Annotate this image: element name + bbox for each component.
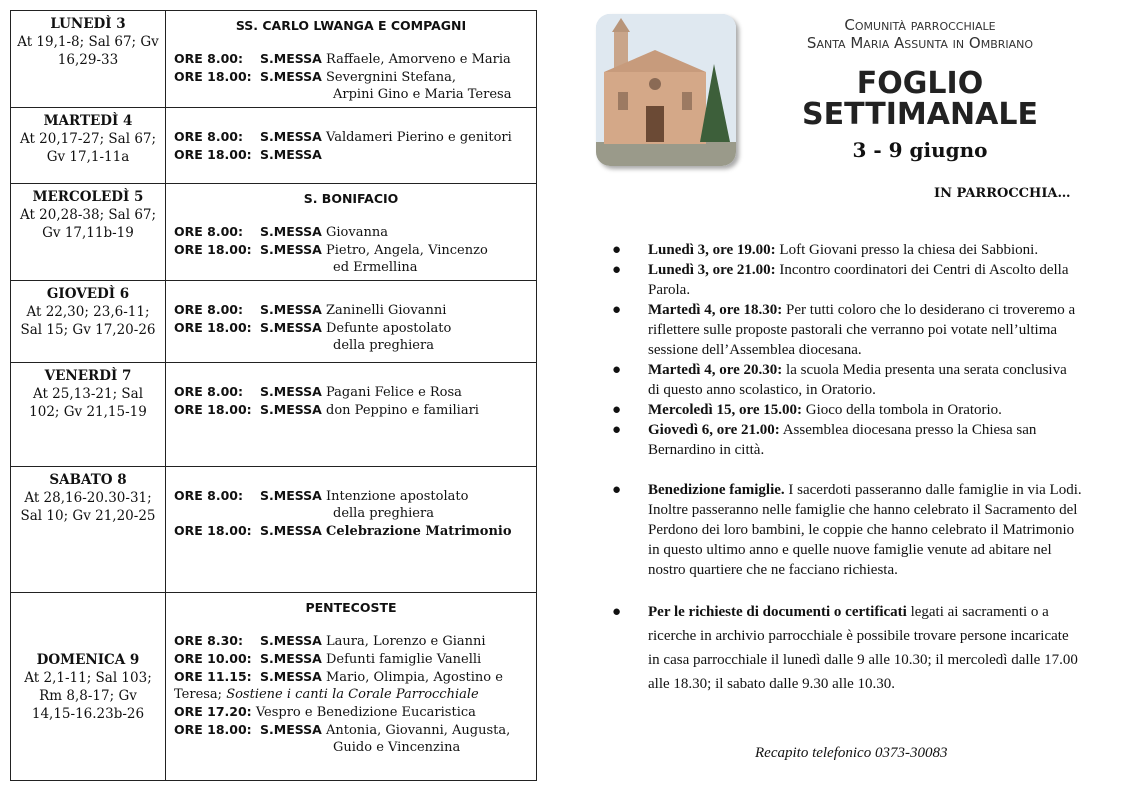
announcement-heading: Mercoledì 15, ore 15.00:: [648, 402, 802, 418]
church-image: [596, 14, 736, 166]
mass-intention: Defunte apostolato: [326, 321, 452, 336]
bullet-icon: ●: [612, 242, 622, 258]
announcement-heading: Lunedì 3, ore 21.00:: [648, 262, 776, 278]
mass-line: [174, 319, 528, 337]
announcement-text: Per tutti coloro che lo desiderano ci troveremo a riflettere sulle proposte pastorali che verranno poi votate nell’ultima sessione dell’Assemblea diocesana.: [648, 302, 1076, 358]
mass-intention: Intenzione apostolato: [326, 489, 469, 504]
announcement-item: [612, 400, 1082, 420]
mass-time: ORE 18.00:: [174, 242, 252, 257]
mass-label: S.MESSA: [260, 523, 322, 538]
feast-name: SS. CARLO LWANGA E COMPAGNI: [235, 18, 467, 33]
announcement-heading: Martedì 4, ore 20.30:: [648, 362, 783, 378]
mass-intention: Raffaele, Amorveno e Maria: [326, 52, 511, 67]
mass-time: ORE 17.20:: [174, 704, 252, 719]
mass-line: [174, 632, 528, 650]
parish-name: Comunità parrocchiale Santa Maria Assunta in Ombriano: [806, 16, 1034, 52]
phone-contact: Recapito telefonico 0373-30083: [755, 745, 948, 761]
mass-line: [174, 668, 528, 686]
bullet-icon: ●: [612, 302, 622, 318]
mass-time: ORE 8.00:: [174, 129, 243, 144]
mass-time: ORE 8.00:: [174, 302, 243, 317]
mass-label: S.MESSA: [260, 384, 322, 399]
announcement-item: [612, 600, 1082, 696]
mass-line: [174, 301, 528, 319]
mass-time: ORE 11.15:: [174, 669, 252, 684]
bullet-icon: ●: [612, 362, 622, 378]
mass-intention: Giovanna: [326, 225, 388, 240]
section-heading: IN PARROCCHIA…: [934, 186, 1071, 201]
bulletin-title: FOGLIO SETTIMANALE: [802, 66, 1038, 132]
mass-continuation: Arpini Gino e Maria Teresa: [333, 87, 512, 102]
day-readings: At 22,30; 23,6-11; Sal 15; Gv 17,20-26: [20, 304, 156, 338]
mass-label: S.MESSA: [260, 129, 322, 144]
masses-cell: [166, 184, 537, 281]
mass-line: [174, 487, 528, 505]
announcement-heading: Lunedì 3, ore 19.00:: [648, 242, 776, 258]
mass-time: ORE 10.00:: [174, 651, 252, 666]
announcement-text: Assemblea diocesana presso la Chiesa san Bernardino in città.: [648, 422, 1037, 458]
announcement-heading: Benedizione famiglie.: [648, 482, 785, 498]
day-name: SABATO 8: [49, 472, 127, 488]
announcement-text: Loft Giovani presso la chiesa dei Sabbioni.: [775, 242, 1039, 258]
mass-intention: Vespro e Benedizione Eucaristica: [255, 705, 476, 720]
masses-cell: [166, 467, 537, 593]
bullet-icon: ●: [612, 604, 622, 620]
mass-schedule-table: [10, 10, 537, 781]
announcement-item: [612, 300, 1082, 360]
mass-intention: Antonia, Giovanni, Augusta,: [326, 723, 511, 738]
day-row: [11, 11, 537, 108]
mass-line: [174, 146, 528, 164]
mass-time: ORE 18.00:: [174, 320, 252, 335]
mass-wrap: [174, 686, 528, 703]
masses-cell: [166, 108, 537, 184]
day-name: MARTEDÌ 4: [43, 113, 133, 129]
mass-time: ORE 18.00:: [174, 722, 252, 737]
mass-time: ORE 8.00:: [174, 51, 243, 66]
mass-time: ORE 18.00:: [174, 523, 252, 538]
mass-line: [174, 401, 528, 419]
mass-intention: Mario, Olimpia, Agostino e: [326, 670, 503, 685]
day-cell: [11, 363, 166, 467]
mass-line: [174, 128, 528, 146]
day-cell: [11, 467, 166, 593]
mass-label: S.MESSA: [260, 302, 322, 317]
mass-line: [174, 223, 528, 241]
announcement-heading: Martedì 4, ore 18.30:: [648, 302, 783, 318]
day-readings: At 19,1-8; Sal 67; Gv 16,29-33: [17, 34, 159, 68]
mass-label: S.MESSA: [260, 633, 322, 648]
day-name: GIOVEDÌ 6: [46, 286, 130, 302]
bullet-icon: ●: [612, 482, 622, 498]
bullet-icon: ●: [612, 422, 622, 438]
mass-intention: Zaninelli Giovanni: [326, 303, 447, 318]
mass-label: S.MESSA: [260, 651, 322, 666]
mass-label: S.MESSA: [260, 224, 322, 239]
day-readings: At 20,17-27; Sal 67; Gv 17,1-11a: [19, 131, 157, 165]
announcements: [612, 240, 1082, 696]
mass-line: [174, 703, 528, 721]
feast-name: S. BONIFACIO: [303, 191, 399, 206]
mass-continuation: ed Ermellina: [333, 260, 418, 275]
mass-line: [174, 68, 528, 86]
day-cell: [11, 108, 166, 184]
mass-label: S.MESSA: [260, 51, 322, 66]
masses-cell: [166, 281, 537, 363]
mass-intention: Pagani Felice e Rosa: [326, 385, 462, 400]
mass-label: S.MESSA: [260, 722, 322, 737]
announcement-item: [612, 260, 1082, 300]
mass-continuation: della preghiera: [333, 506, 434, 521]
bullet-icon: ●: [612, 402, 622, 418]
mass-time: ORE 8.30:: [174, 633, 243, 648]
mass-line: [174, 522, 528, 540]
mass-intention: Defunti famiglie Vanelli: [326, 652, 482, 667]
mass-line: [174, 241, 528, 259]
mass-intention: Celebrazione Matrimonio: [326, 524, 512, 539]
mass-intention: Valdameri Pierino e genitori: [326, 130, 512, 145]
feast-name: PENTECOSTE: [305, 600, 397, 615]
mass-line: [174, 50, 528, 68]
mass-label: S.MESSA: [260, 147, 322, 162]
announcement-item: [612, 420, 1082, 460]
mass-intention: Pietro, Angela, Vincenzo: [326, 243, 488, 258]
day-name: LUNEDÌ 3: [50, 16, 126, 32]
right-panel: [560, 0, 1121, 793]
mass-line: [174, 721, 528, 739]
day-cell: [11, 593, 166, 781]
mass-wrap-text: Teresa;: [174, 687, 227, 702]
announcement-item: [612, 360, 1082, 400]
mass-time: ORE 8.00:: [174, 224, 243, 239]
mass-label: S.MESSA: [260, 69, 322, 84]
mass-line: [174, 650, 528, 668]
mass-time: ORE 8.00:: [174, 488, 243, 503]
mass-continuation: della preghiera: [333, 338, 434, 353]
day-row: [11, 593, 537, 781]
day-name: VENERDÌ 7: [44, 368, 132, 384]
announcement-text: legati ai sacramenti o a ricerche in archivio parrocchiale è possibile trovare persone incaricate in casa parrocchiale il lunedì dalle 9 alle 10.30; il mercoledì dalle 17.00 alle 18.30; il sabato dalle 9.30 alle 10.30.: [648, 604, 1078, 692]
day-name: MERCOLEDÌ 5: [32, 189, 144, 205]
day-cell: [11, 184, 166, 281]
announcement-text: Gioco della tombola in Oratorio.: [801, 402, 1002, 418]
mass-intention: Laura, Lorenzo e Gianni: [326, 634, 486, 649]
bullet-icon: ●: [612, 262, 622, 278]
day-cell: [11, 281, 166, 363]
mass-label: S.MESSA: [260, 320, 322, 335]
announcement-text: I sacerdoti passeranno dalle famiglie in via Lodi. Inoltre passeranno nelle famiglie che hanno celebrato il Sacramento del Perdono dei loro bambini, le coppie che hanno celebrato il Matrimonio in questo ultimo anno e quelle nuove famiglie venute ad abitare nel nostro quartiere che ne facciano richiesta.: [648, 482, 1082, 578]
day-readings: At 20,28-38; Sal 67; Gv 17,11b-19: [19, 207, 157, 241]
day-row: [11, 467, 537, 593]
day-readings: At 2,1-11; Sal 103; Rm 8,8-17; Gv 14,15-16.23b-26: [24, 669, 152, 722]
announcement-text: la scuola Media presenta una serata conclusiva di questo anno scolastico, in Oratorio.: [648, 362, 1067, 398]
mass-label: S.MESSA: [260, 242, 322, 257]
date-range: 3 - 9 giugno: [852, 138, 988, 162]
day-readings: At 25,13-21; Sal 102; Gv 21,15-19: [29, 386, 147, 420]
day-name: DOMENICA 9: [36, 651, 140, 668]
mass-continuation: Guido e Vincenzina: [333, 740, 461, 755]
mass-line: [174, 383, 528, 401]
mass-intention: Severgnini Stefana,: [326, 70, 457, 85]
masses-cell: [166, 593, 537, 781]
day-row: [11, 108, 537, 184]
day-row: [11, 184, 537, 281]
announcement-item: [612, 480, 1082, 580]
announcement-heading: Per le richieste di documenti o certificati: [648, 604, 907, 620]
announcement-heading: Giovedì 6, ore 21.00:: [648, 422, 780, 438]
mass-time: ORE 18.00:: [174, 147, 252, 162]
masses-cell: [166, 11, 537, 108]
mass-label: S.MESSA: [260, 402, 322, 417]
day-readings: At 28,16-20.30-31; Sal 10; Gv 21,20-25: [20, 490, 156, 524]
mass-time: ORE 18.00:: [174, 69, 252, 84]
mass-label: S.MESSA: [260, 488, 322, 503]
mass-label: S.MESSA: [260, 669, 322, 684]
masses-cell: [166, 363, 537, 467]
day-cell: [11, 11, 166, 108]
announcement-item: [612, 240, 1082, 260]
mass-time: ORE 8.00:: [174, 384, 243, 399]
choir-note: Sostiene i canti la Corale Parrocchiale: [226, 687, 479, 702]
mass-intention: don Peppino e familiari: [326, 403, 479, 418]
day-row: [11, 281, 537, 363]
day-row: [11, 363, 537, 467]
mass-time: ORE 18.00:: [174, 402, 252, 417]
announcement-text: Incontro coordinatori dei Centri di Ascolto della Parola.: [648, 262, 1069, 298]
